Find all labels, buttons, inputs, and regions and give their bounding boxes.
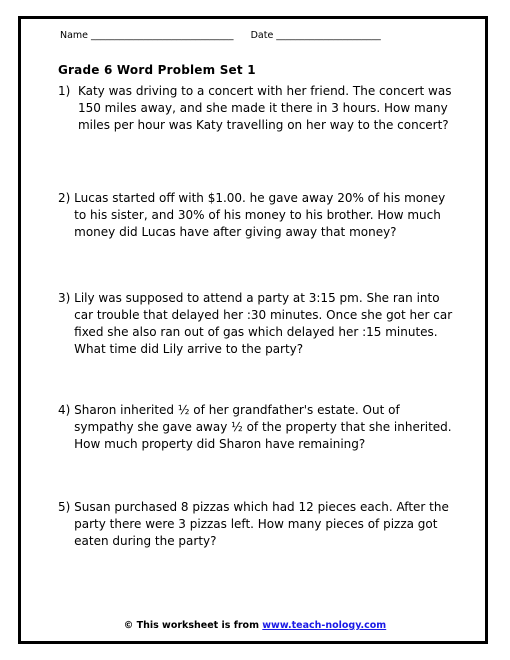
- problem-1: [58, 83, 458, 134]
- problem-number: 3): [58, 291, 75, 305]
- footer: [0, 620, 510, 631]
- problem-number: 4): [58, 403, 75, 417]
- footer-copyright: © This worksheet is from: [123, 620, 263, 631]
- worksheet-title: Grade 6 Word Problem Set 1: [58, 63, 256, 77]
- problem-5: [58, 499, 458, 550]
- problem-text: Lily was supposed to attend a party at 3:15 pm. She ran into car trouble that delayed her :30 minutes. Once she got her car fixed she also ran out of gas which delayed her :15 minutes. What time did Lily arrive to the party?: [74, 291, 453, 356]
- problem-text: Lucas started off with $1.00. he gave away 20% of his money to his sister, and 30% of his money to his brother. How much money did Lucas have after giving away that money?: [74, 191, 446, 239]
- header-row: [60, 30, 381, 41]
- problem-number: 5): [58, 500, 75, 514]
- problem-number: 1): [58, 84, 78, 98]
- problem-text: Katy was driving to a concert with her friend. The concert was 150 miles away, and she made it there in 3 hours. How many miles per hour was Katy travelling on her way to the concert?: [77, 84, 452, 132]
- footer-link[interactable]: www.teach-nology.com: [262, 620, 387, 631]
- name-field: Name ______________________________: [60, 30, 234, 41]
- problem-2: [58, 190, 458, 241]
- problem-3: [58, 290, 458, 358]
- problem-text: Susan purchased 8 pizzas which had 12 pieces each. After the party there were 3 pizzas left. How many pieces of pizza got eaten during the party?: [74, 500, 449, 548]
- problem-4: [58, 402, 458, 453]
- problem-text: Sharon inherited ½ of her grandfather's estate. Out of sympathy she gave away ½ of the property that she inherited. How much property did Sharon have remaining?: [74, 403, 452, 451]
- date-field: Date ______________________: [250, 30, 381, 41]
- problem-number: 2): [58, 191, 75, 205]
